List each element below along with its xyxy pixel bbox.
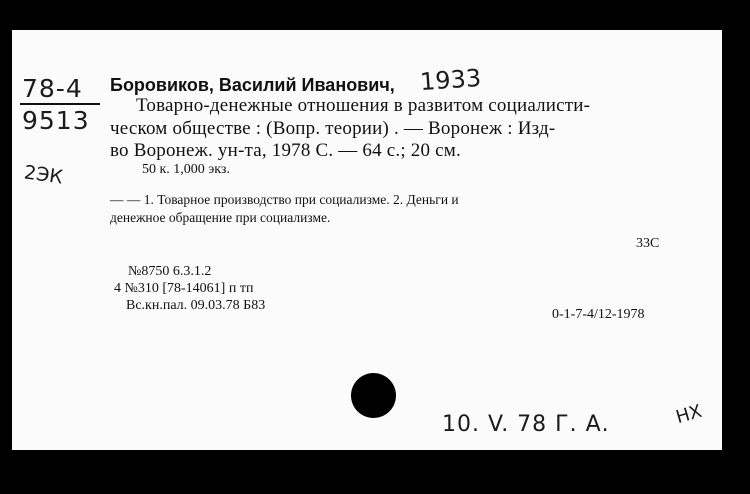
subjects-line-2: денежное обращение при социализме. [110, 210, 331, 225]
registry-line-2: 4 №310 [78-14061] п тп [114, 281, 254, 296]
subjects-line-1: — — 1. Товарное производство при социализме. 2. Деньги и [110, 192, 459, 207]
title-line-1: Товарно-денежные отношения в развитом социалисти- [136, 95, 591, 116]
catalog-card [12, 30, 722, 450]
punch-hole [351, 373, 396, 418]
call-number-divider [20, 103, 100, 105]
registry-line-3: Вс.кн.пал. 09.03.78 Б83 [126, 298, 266, 313]
title-line-2: ческом обществе : (Вопр. теории) . — Воронеж : Изд- [110, 118, 556, 139]
call-number-bottom: 9513 [22, 106, 90, 135]
handwritten-date: 10. V. 78 Г. А. [442, 412, 610, 437]
call-number-top: 78-4 [22, 74, 83, 103]
registry-line-1: №8750 6.3.1.2 [128, 264, 212, 279]
handwritten-mark: 2ЭК [22, 161, 65, 189]
author-heading: Боровиков, Василий Иванович, [110, 75, 395, 95]
handwritten-initials: НХ [673, 400, 705, 429]
registry-number: 0-1-7-4/12-1978 [552, 307, 645, 322]
classification-code: 33С [636, 236, 660, 251]
title-line-3: во Воронеж. ун-та, 1978 С. — 64 с.; 20 см. [110, 140, 461, 161]
price-line: 50 к. 1,000 экз. [142, 162, 230, 177]
handwritten-year: 1933 [419, 63, 482, 97]
